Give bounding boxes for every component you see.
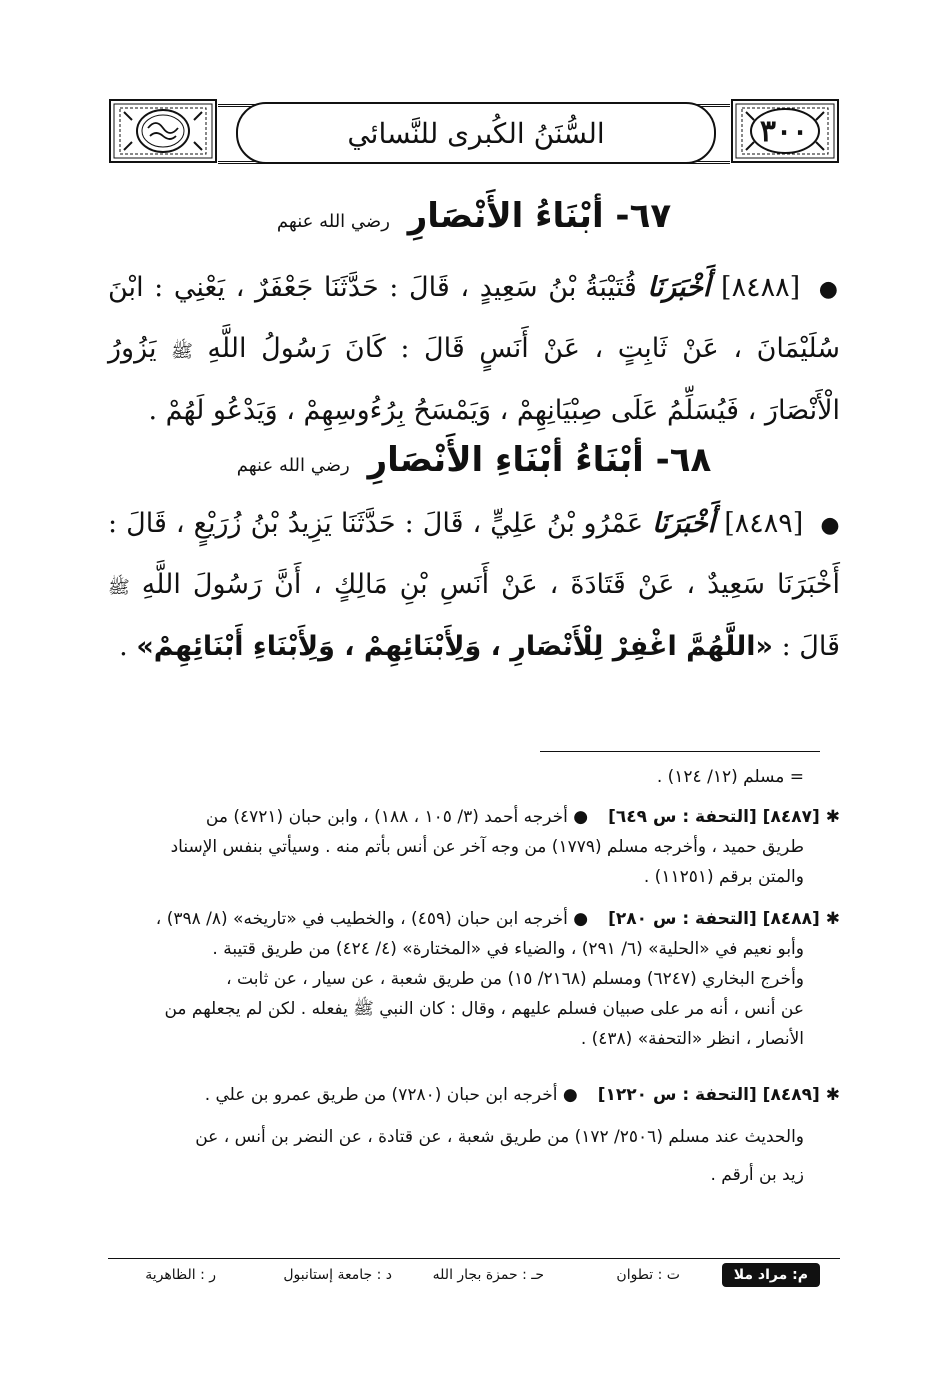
page-number: ٣٠٠ bbox=[759, 113, 809, 149]
hadith-8489-number: [٨٤٨٩] bbox=[724, 508, 804, 539]
hadith-8489-text2: قَالَ : bbox=[781, 631, 840, 662]
footnote-8488-tag: [٨٤٨٨] [التحفة : س ٢٨٠] bbox=[608, 909, 820, 929]
footnote-8488-line2: وأبو نعيم في «الحلية» (٦/ ٢٩١) ، والضياء في «المختارة» (٤/ ٤٢٤) من طريق قتيبة . bbox=[212, 939, 804, 959]
bullet-icon: ● bbox=[820, 513, 840, 538]
sigla-r: ر : الظاهرية bbox=[145, 1267, 216, 1283]
hadith-8489-lead: أَخْبَرَنَا bbox=[652, 508, 716, 539]
sigla-t: ت : تطوان bbox=[616, 1267, 680, 1283]
footnote-8489 bbox=[108, 1080, 840, 1194]
footnote-8488-line5: الأنصار ، انظر «التحفة» (٤٣٨) . bbox=[580, 1029, 804, 1049]
footnote-carry bbox=[108, 762, 840, 792]
bullet-icon: ● bbox=[818, 277, 840, 302]
footnote-8489-line1: ● أخرجه ابن حبان (٧٢٨٠) من طريق عمرو بن علي . bbox=[204, 1085, 578, 1105]
salutation-icon: ﷺ bbox=[171, 341, 193, 362]
hadith-8488-lead: أَخْبَرَنَا bbox=[647, 272, 711, 303]
chapter-68-honorific: رضي الله عنهم bbox=[236, 455, 350, 476]
asterisk-icon: ✱ bbox=[825, 1085, 840, 1105]
footnote-8488 bbox=[108, 904, 840, 1054]
hadith-8489-quote: «اللَّهُمَّ اغْفِرْ لِلْأَنْصَارِ ، وَلِأَبْنَائِهِمْ ، وَلِأَبْنَاءِ أَبْنَائِهِمْ» bbox=[136, 631, 773, 662]
salutation-icon: ﷺ bbox=[108, 577, 130, 598]
hadith-8488-text2: يَزُورُ الْأَنْصَارَ ، فَيُسَلِّمُ عَلَى صِبْيَانِهِمْ ، وَيَمْسَحُ بِرُءُوسِهِمْ ، وَيَدْعُو لَهُمْ . bbox=[108, 333, 840, 426]
manuscript-sigla bbox=[108, 1263, 840, 1293]
hadith-8489 bbox=[108, 494, 840, 676]
footnote-separator bbox=[540, 751, 820, 752]
page-header bbox=[108, 98, 840, 164]
chapter-67-title: ٦٧- أبْنَاءُ الأَنْصَارِ bbox=[407, 196, 672, 236]
footnote-8489-tag: [٨٤٨٩] [التحفة : س ١٢٢٠] bbox=[597, 1085, 820, 1105]
hadith-8488-number: [٨٤٨٨] bbox=[721, 272, 801, 303]
sigla-m: م: مراد ملا bbox=[722, 1263, 820, 1287]
footnote-8487-tag: [٨٤٨٧] [التحفة : س ٦٤٩] bbox=[608, 807, 820, 827]
book-title: السُّنَنُ الكُبرى للنَّسائي bbox=[347, 116, 605, 150]
footer-rule bbox=[108, 1258, 840, 1259]
footnote-8489-line2: والحديث عند مسلم (٢٥٠٦/ ١٧٢) من طريق شعبة ، عن قتادة ، عن النضر بن أنس ، عن bbox=[195, 1127, 804, 1147]
asterisk-icon: ✱ bbox=[825, 909, 840, 929]
footnote-8487-line3: والمتن برقم (١١٢٥١) . bbox=[643, 867, 804, 887]
asterisk-icon: ✱ bbox=[825, 807, 840, 827]
hadith-8489-text: عَمْرُو بْنُ عَلِيٍّ ، قَالَ : حَدَّثَنَا يَزِيدُ بْنُ زُرَيْعٍ ، قَالَ : أَخْبَرَنَا سَعِيدٌ ، عَنْ قَتَادَةَ ، عَنْ أَنَسِ بْنِ مَالِكٍ ، أَنَّ رَسُولَ اللَّهِ bbox=[108, 508, 840, 600]
chapter-68-heading bbox=[108, 440, 840, 480]
footnote-8488-line3: وأخرج البخاري (٦٢٤٧) ومسلم (٢١٦٨/ ١٥) من طريق شعبة ، عن سيار ، عن ثابت ، bbox=[226, 969, 804, 989]
ornament-left bbox=[108, 98, 218, 164]
chapter-67-honorific: رضي الله عنهم bbox=[276, 211, 390, 232]
footnote-carry-text: = مسلم (١٢/ ١٢٤) . bbox=[656, 767, 804, 787]
hadith-8488-text: قُتَيْبَةُ بْنُ سَعِيدٍ ، قَالَ : حَدَّثَنَا جَعْفَرٌ ، يَعْنِي : ابْنَ سُلَيْمَانَ ، عَنْ ثَابِتٍ ، عَنْ أَنَسٍ قَالَ : كَانَ رَسُولُ اللَّهِ bbox=[108, 272, 840, 364]
footnote-8487-line1: ● أخرجه أحمد (٣/ ١٠٥ ، ١٨٨) ، وابن حبان (٤٧٢١) من bbox=[205, 807, 589, 827]
header-title-cartouche bbox=[236, 102, 716, 164]
footnote-8489-line3: زيد بن أرقم . bbox=[710, 1165, 804, 1185]
sigla-h: حـ : حمزة بجار الله bbox=[432, 1267, 544, 1283]
hadith-8488 bbox=[108, 258, 840, 440]
hadith-8489-end: . bbox=[119, 631, 128, 662]
footnote-8487-line2: طريق حميد ، وأخرجه مسلم (١٧٧٩) من وجه آخر عن أنس بأتم منه . وسيأتي بنفس الإسناد bbox=[170, 837, 804, 857]
footnote-8487 bbox=[108, 802, 840, 892]
sigla-d: د : جامعة إستانبول bbox=[283, 1267, 392, 1283]
footnote-8488-line1: ● أخرجه ابن حبان (٤٥٩) ، والخطيب في «تاريخه» (٨/ ٣٩٨) ، bbox=[155, 909, 589, 929]
chapter-67-heading bbox=[108, 196, 840, 236]
footnote-8488-line4: عن أنس ، أنه مر على صبيان فسلم عليهم ، وقال : كان النبي ﷺ يفعله . لكن لم يجعلهم من bbox=[164, 999, 804, 1019]
chapter-68-title: ٦٨- أبْنَاءُ أبْنَاءِ الأَنْصَارِ bbox=[367, 440, 712, 480]
